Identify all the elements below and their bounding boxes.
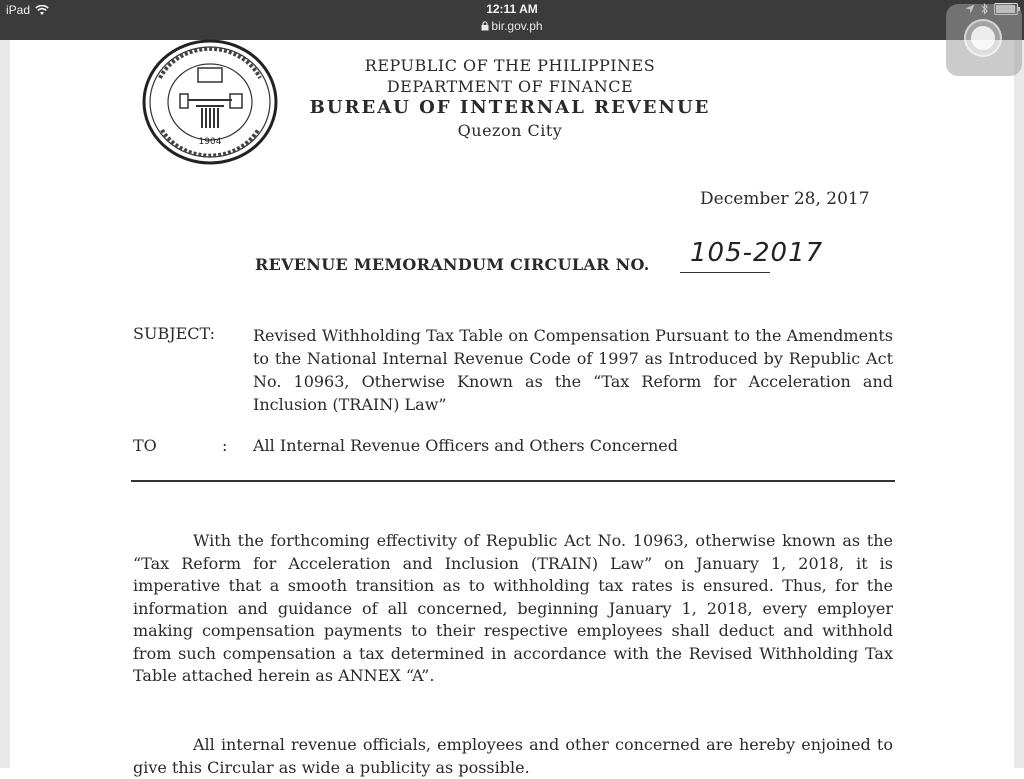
circular-label: REVENUE MEMORANDUM CIRCULAR NO. (255, 255, 650, 274)
bir-seal-icon (140, 38, 280, 166)
seal-year: 1904 (198, 137, 222, 147)
header-bureau: BUREAU OF INTERNAL REVENUE (309, 97, 711, 118)
circular-number: 105-2017 (690, 238, 824, 268)
body-paragraph-1: With the forthcoming effectivity of Republic Act No. 10963, otherwise known as the “Tax Reform for Acceleration and Inclusion (TRAIN) Law” on January 1, 2018, it is imperative that a smooth transition as to withholding tax rates is ensured. Thus, for the information and guidance of all concerned, beginning January 1, 2018, every employer making compensation payments to their respective employees shall deduct and withhold from such compensation a tax determined in accordance with the Revised Withholding Tax Table attached herein as ANNEX “A”. (133, 531, 893, 685)
to-text: All Internal Revenue Officers and Others Concerned (253, 436, 678, 455)
to-label: TO (133, 436, 157, 455)
subject-label: SUBJECT: (133, 324, 216, 343)
status-bar (0, 0, 1024, 40)
lock-icon (481, 21, 489, 31)
body-paragraph-2: All internal revenue officials, employees and other concerned are hereby enjoined to give this Circular as wide a publicity as possible. (133, 735, 893, 777)
assistive-touch-button[interactable] (946, 4, 1022, 76)
device-label: iPad (6, 3, 31, 17)
subject-text: Revised Withholding Tax Table on Compensation Pursuant to the Amendments to the National Internal Revenue Code of 1997 as Introduced by Republic Act No. 10963, Otherwise Known as the “Tax Reform for Acceleration and Inclusion (TRAIN) Law” (253, 326, 893, 414)
url-text: bir.gov.ph (491, 19, 543, 33)
header-city: Quezon City (457, 121, 563, 140)
assistive-touch-dot-icon (971, 26, 995, 50)
header-republic: REPUBLIC OF THE PHILIPPINES (364, 56, 656, 75)
to-colon: : (222, 436, 228, 455)
document-date: December 28, 2017 (700, 189, 870, 209)
divider (131, 480, 895, 482)
page-edge-left (0, 40, 10, 768)
circular-underline (680, 272, 770, 273)
page-edge-right (1014, 40, 1024, 768)
url-bar[interactable] (0, 19, 1024, 33)
document-page (0, 40, 1024, 777)
clock: 12:11 AM (486, 2, 538, 16)
header-department: DEPARTMENT OF FINANCE (386, 77, 634, 96)
